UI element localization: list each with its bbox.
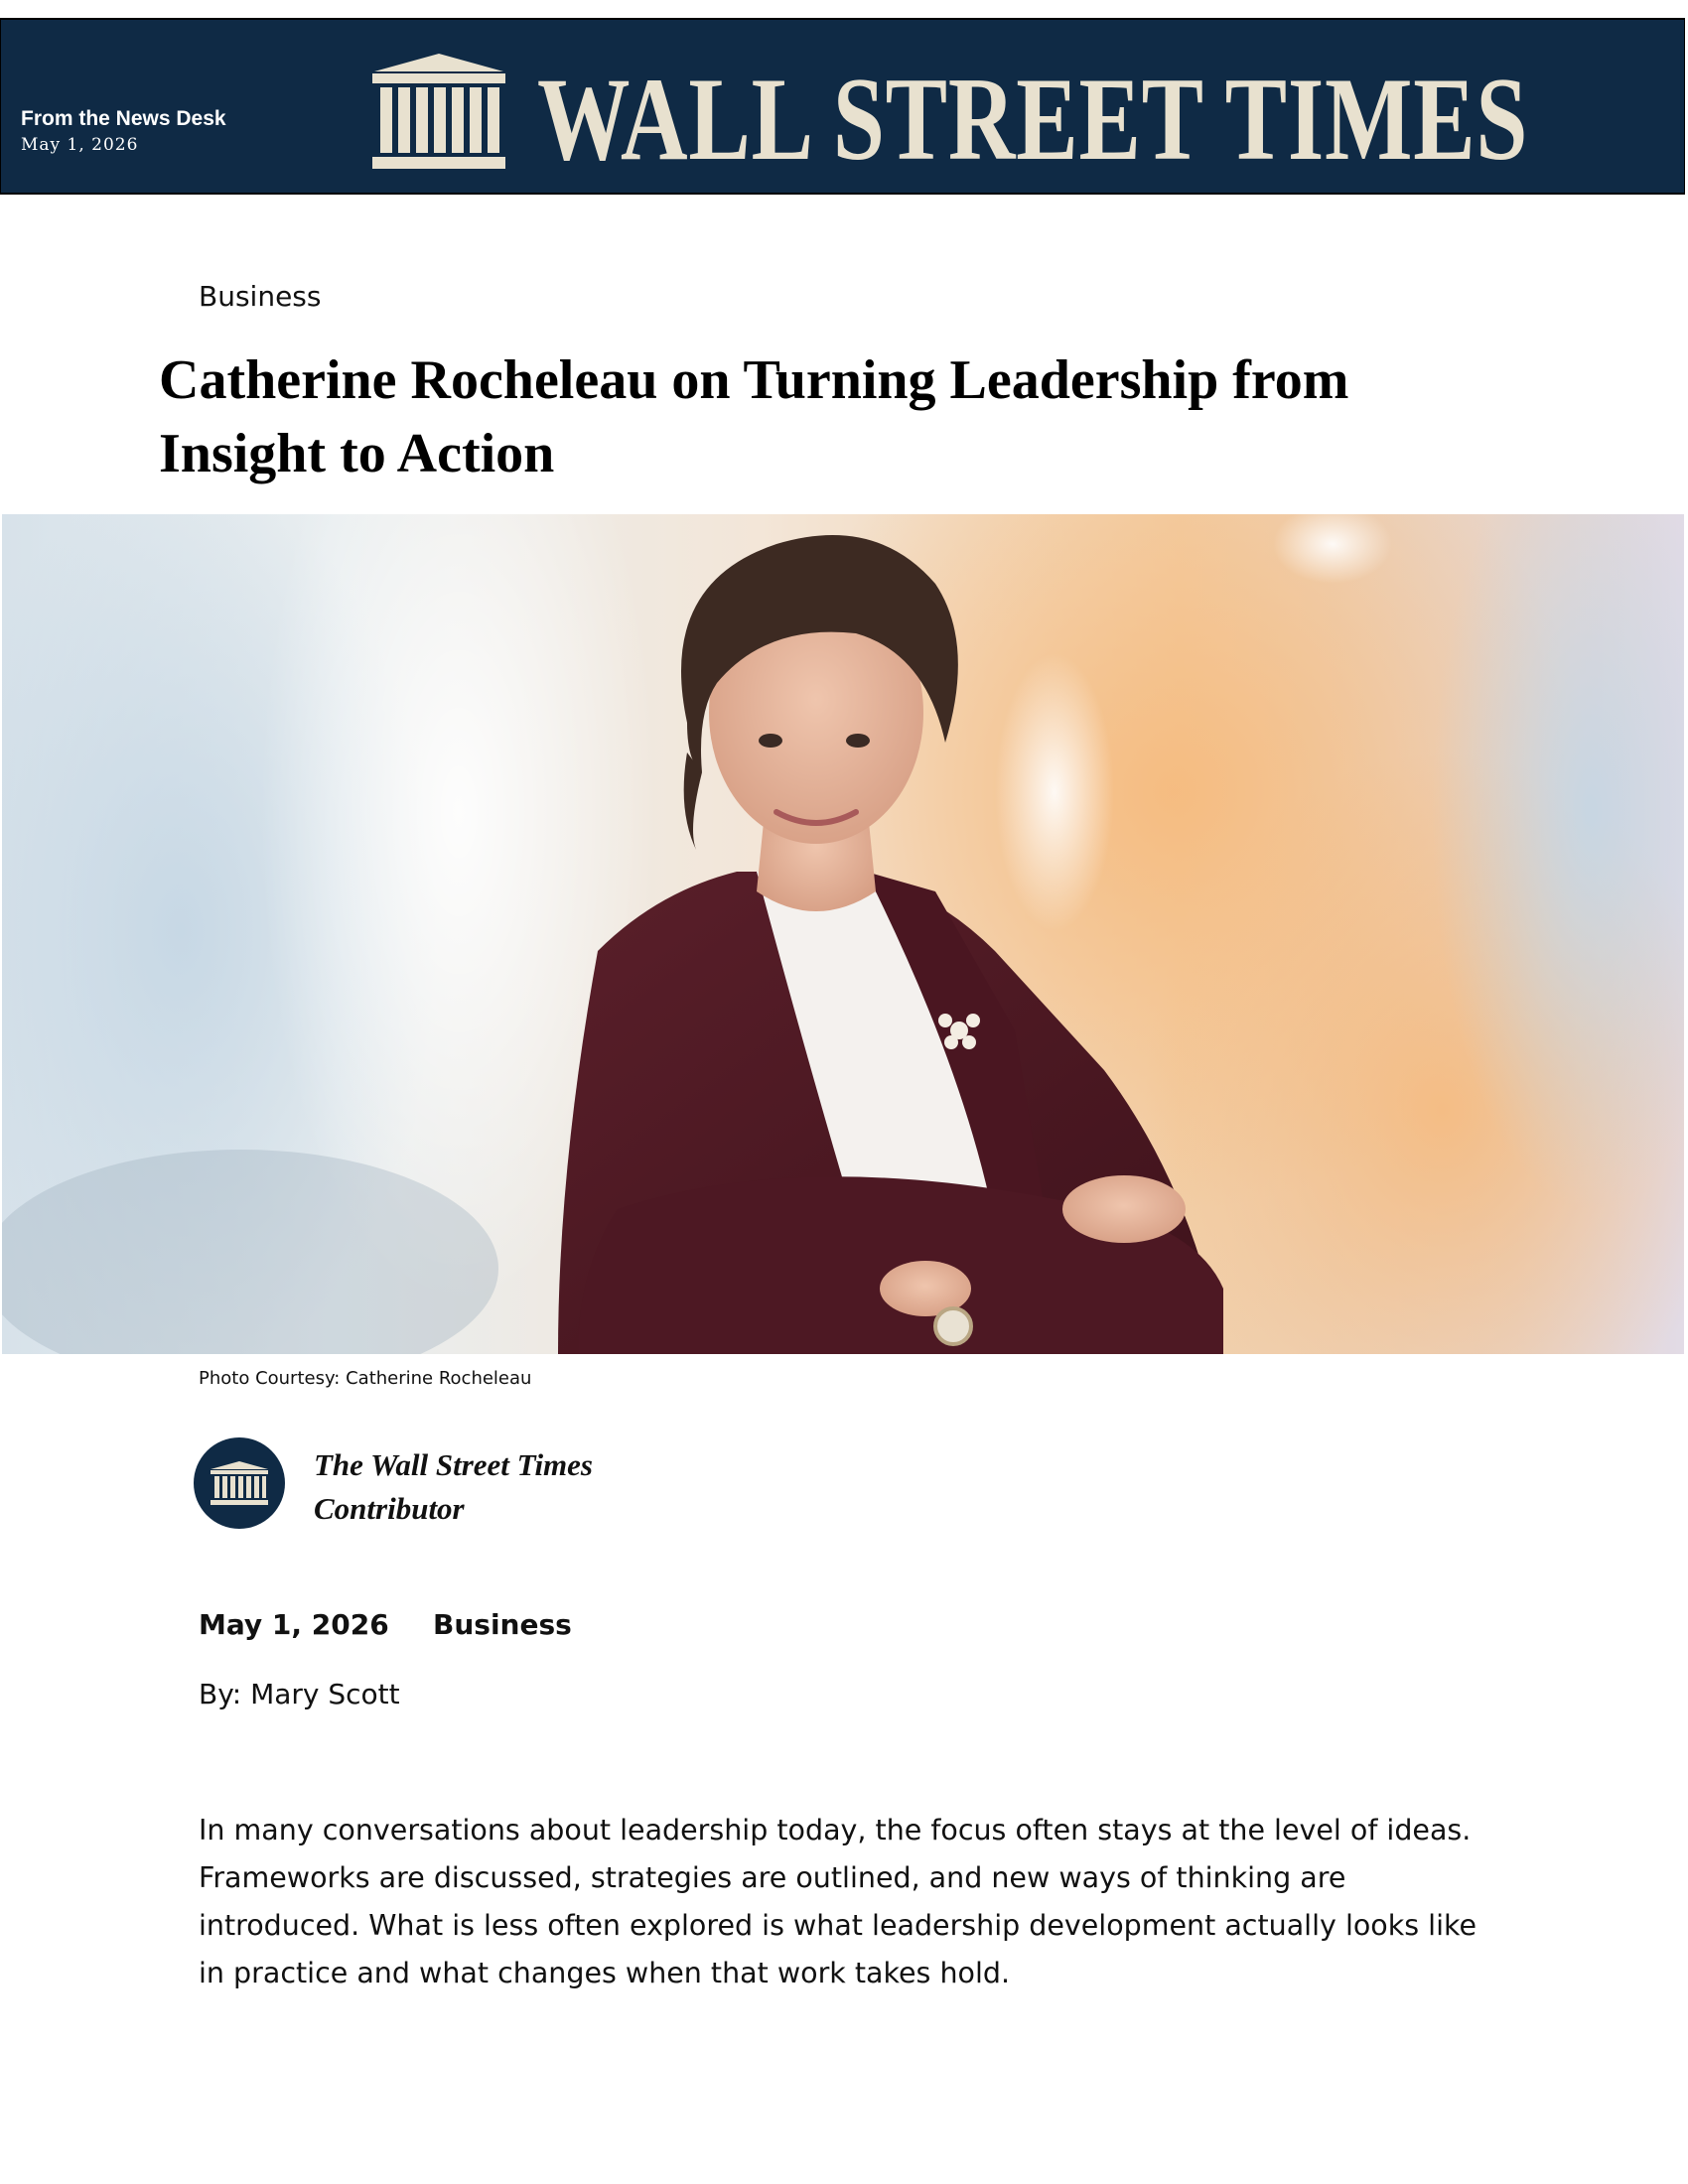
byline: By: Mary Scott [199, 1678, 400, 1710]
article-category[interactable]: Business [433, 1608, 572, 1641]
contributor-role: Contributor [314, 1491, 465, 1526]
section-label[interactable]: Business [199, 280, 322, 313]
building-columns-icon [209, 1461, 270, 1505]
masthead [0, 18, 1685, 195]
photo-caption: Photo Courtesy: Catherine Rocheleau [199, 1368, 532, 1389]
article-body-paragraph: In many conversations about leadership today, the focus often stays at the level of ideas. Frameworks are discussed, strategies are outlined, and new ways of thinking are introduced. What is less often explored is what leadership development actually looks like in practice and what changes when that work takes hold. [199, 1814, 1477, 1989]
contributor-avatar[interactable] [194, 1437, 285, 1529]
article-photo [2, 514, 1684, 1354]
article-date: May 1, 2026 [199, 1608, 389, 1641]
masthead-date: May 1, 2026 [21, 135, 139, 155]
building-columns-icon [368, 54, 509, 171]
news-desk-label: From the News Desk [21, 107, 226, 130]
contributor-name[interactable]: The Wall Street Times [314, 1447, 593, 1482]
article-headline: Catherine Rocheleau on Turning Leadership from Insight to Action [159, 349, 1349, 484]
publication-title[interactable]: WALL STREET TIMES [537, 53, 1529, 185]
